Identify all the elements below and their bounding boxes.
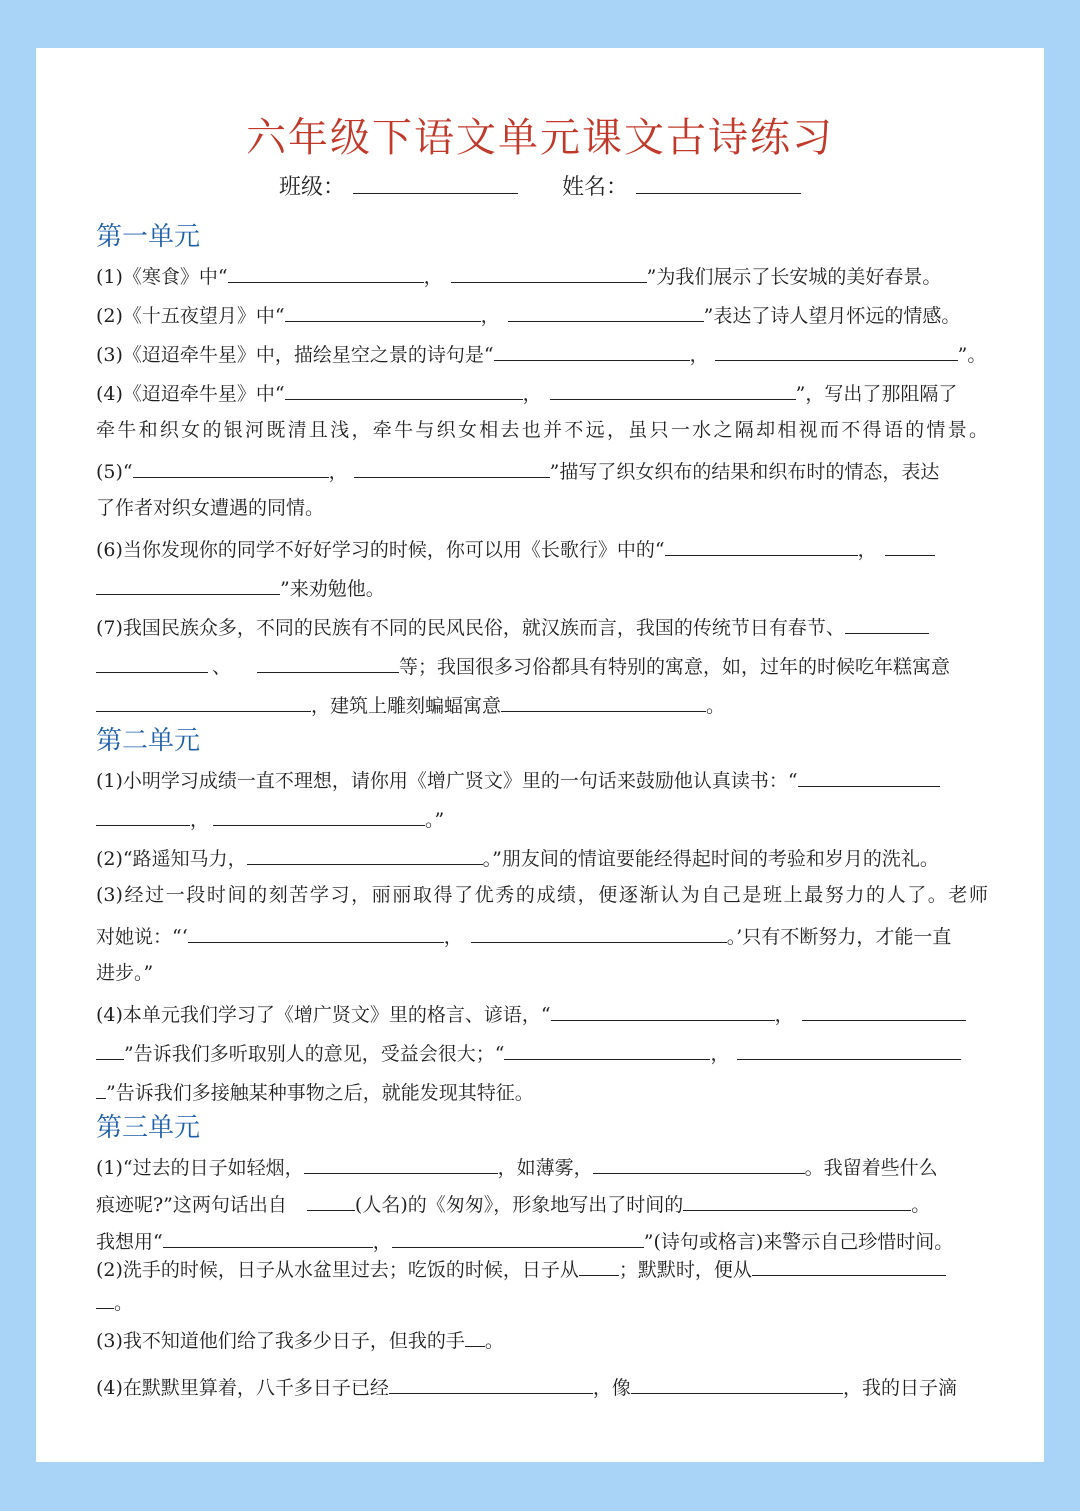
answer-blank[interactable] <box>133 457 329 478</box>
answer-blank[interactable] <box>285 301 481 322</box>
question-text: ， <box>480 305 500 327</box>
question-text: ”，写出了那阻隔了 <box>795 383 958 405</box>
question-text: ”为我们展示了长安城的美好春景。 <box>646 266 942 288</box>
question-text: ；默默时，便从 <box>618 1259 752 1281</box>
answer-blank[interactable] <box>188 922 444 943</box>
question-line <box>96 340 988 367</box>
answer-blank[interactable] <box>665 535 858 556</box>
answer-blank[interactable] <box>494 340 690 361</box>
worksheet-page <box>36 48 1044 1462</box>
question-line <box>96 1153 988 1180</box>
question-text: (2)《十五夜望月》中“ <box>96 305 285 327</box>
question-line: 牵牛和织女的银河既清且浅，牵牛与织女相去也并不远，虽只一水之隔却相视而不得语的情景。 <box>96 419 988 441</box>
question-line <box>96 1227 988 1254</box>
question-text: ， <box>423 266 443 288</box>
answer-blank[interactable] <box>392 1227 644 1248</box>
answer-blank[interactable] <box>465 1326 485 1347</box>
question-text: ， <box>710 1043 730 1065</box>
question-text: 。 <box>706 695 726 717</box>
answer-blank[interactable] <box>228 262 424 283</box>
question-text: ，如薄雾， <box>497 1157 593 1179</box>
question-line <box>96 1190 988 1217</box>
question-line <box>96 262 988 289</box>
question-text: ， <box>522 383 542 405</box>
answer-blank[interactable] <box>501 691 706 712</box>
unit-1-heading: 第一单元 <box>96 222 201 252</box>
answer-blank[interactable] <box>798 766 940 787</box>
question-text: 痕迹呢?”这两句话出自 <box>96 1194 287 1216</box>
answer-blank[interactable] <box>471 922 727 943</box>
answer-blank[interactable] <box>96 1288 114 1309</box>
answer-blank[interactable] <box>96 805 190 826</box>
class-label: 班级： <box>278 175 345 200</box>
question-text: (人名)的《匆匆》，形象地写出了时间的 <box>354 1194 684 1216</box>
question-text: ”表达了诗人望月怀远的情感。 <box>703 305 961 327</box>
answer-blank[interactable] <box>737 1039 961 1060</box>
answer-blank[interactable] <box>802 1000 966 1021</box>
question-text: 。我留着些什么 <box>804 1157 938 1179</box>
answer-blank[interactable] <box>845 613 929 634</box>
question-line <box>96 535 988 562</box>
question-text: (1)《寒食》中“ <box>96 266 228 288</box>
question-line <box>96 379 988 406</box>
question-text: (2)洗手的时候，日子从水盆里过去；吃饭的时候，日子从 <box>96 1259 579 1281</box>
question-text: (1)小明学习成绩一直不理想，请你用《增广贤文》里的一句话来鼓励他认真读书：“ <box>96 770 798 792</box>
question-line <box>96 1373 988 1400</box>
name-blank[interactable] <box>636 171 801 194</box>
question-text: ，建筑上雕刻蝙蝠寓意 <box>311 695 502 717</box>
question-text: 。 <box>911 1194 931 1216</box>
question-text: ， <box>774 1004 794 1026</box>
answer-blank[interactable] <box>715 340 958 361</box>
question-text: ”。 <box>957 344 987 366</box>
question-line <box>96 301 988 328</box>
unit-3-heading: 第三单元 <box>96 1113 201 1143</box>
page-title: 六年级下语文单元课文古诗练习 <box>246 115 834 161</box>
question-text: 。 <box>114 1292 134 1314</box>
name-label: 姓名： <box>562 175 629 200</box>
answer-blank[interactable] <box>683 1190 911 1211</box>
question-text: 对她说：“‘ <box>96 926 188 948</box>
question-text: ， <box>857 539 877 561</box>
question-text: (2)“路遥知马力， <box>96 848 247 870</box>
question-text: ， <box>443 926 463 948</box>
question-line <box>96 805 988 832</box>
student-info-line <box>36 170 1044 201</box>
question-text: ”告诉我们多听取别人的意见，受益会很大；“ <box>124 1043 505 1065</box>
question-text: ”告诉我们多接触某种事物之后，就能发现其特征。 <box>106 1082 534 1104</box>
question-line: 了作者对织女遭遇的同情。 <box>96 497 325 519</box>
question-line <box>96 1288 988 1315</box>
question-line <box>96 652 988 679</box>
answer-blank[interactable] <box>307 1190 355 1211</box>
question-text: (7)我国民族众多，不同的民族有不同的民风民俗，就汉族而言，我国的传统节日有春节、 <box>96 617 845 639</box>
answer-blank[interactable] <box>96 574 280 595</box>
question-line <box>96 574 988 601</box>
answer-blank[interactable] <box>163 1227 373 1248</box>
class-blank[interactable] <box>353 171 518 194</box>
question-text: ”来劝勉他。 <box>280 578 385 600</box>
question-line <box>96 613 988 640</box>
answer-blank[interactable] <box>285 379 523 400</box>
question-text: ， <box>190 809 210 831</box>
question-text: ， <box>372 1231 392 1253</box>
answer-blank[interactable] <box>451 262 647 283</box>
question-line <box>96 1326 988 1353</box>
answer-blank[interactable] <box>213 805 425 826</box>
question-text: (3)《迢迢牵牛星》中，描绘星空之景的诗句是“ <box>96 344 494 366</box>
question-text: (5)“ <box>96 461 133 483</box>
question-text: ”(诗句或格言)来警示自己珍惜时间。 <box>643 1231 954 1253</box>
question-line <box>96 1039 988 1066</box>
answer-blank[interactable] <box>96 691 311 712</box>
answer-blank[interactable] <box>304 1153 498 1174</box>
unit-2-heading: 第二单元 <box>96 726 201 756</box>
question-text: (4)本单元我们学习了《增广贤文》里的格言、谚语，“ <box>96 1004 551 1026</box>
question-text: ， <box>328 461 348 483</box>
answer-blank[interactable] <box>593 1153 805 1174</box>
question-line <box>96 1000 988 1027</box>
question-text: (4)《迢迢牵牛星》中“ <box>96 383 285 405</box>
answer-blank[interactable] <box>96 1039 124 1060</box>
question-line <box>96 457 988 484</box>
question-text: 。” <box>425 809 445 831</box>
question-text: (4)在默默里算着，八千多日子已经 <box>96 1377 389 1399</box>
answer-blank[interactable] <box>550 379 796 400</box>
question-line <box>96 1078 988 1105</box>
answer-blank[interactable] <box>389 1373 593 1394</box>
question-text: (1)“过去的日子如轻烟， <box>96 1157 304 1179</box>
answer-blank[interactable] <box>579 1255 619 1276</box>
question-text: 。”朋友间的情谊要能经得起时间的考验和岁月的洗礼。 <box>482 848 939 870</box>
question-line <box>96 1255 988 1282</box>
question-line <box>96 691 988 718</box>
answer-blank[interactable] <box>96 1078 106 1099</box>
question-text: (3)我不知道他们给了我多少日子，但我的手 <box>96 1330 465 1352</box>
answer-blank[interactable] <box>752 1255 946 1276</box>
question-line <box>96 766 988 793</box>
question-text: 我想用“ <box>96 1231 163 1253</box>
question-text: ，像 <box>592 1377 631 1399</box>
answer-blank[interactable] <box>508 301 704 322</box>
question-text: (6)当你发现你的同学不好好学习的时候，你可以用《长歌行》中的“ <box>96 539 665 561</box>
answer-blank[interactable] <box>631 1373 843 1394</box>
question-text: ，我的日子滴 <box>842 1377 957 1399</box>
answer-blank[interactable] <box>257 652 399 673</box>
question-text: 、 <box>212 656 232 678</box>
question-line: (3)经过一段时间的刻苦学习，丽丽取得了优秀的成绩，便逐渐认为自己是班上最努力的人了。老师 <box>96 884 988 906</box>
question-line <box>96 844 988 871</box>
answer-blank[interactable] <box>354 457 550 478</box>
question-line: 进步。” <box>96 962 154 984</box>
question-text: 等；我国很多习俗都具有特别的寓意，如，过年的时候吃年糕寓意 <box>399 656 951 678</box>
question-line <box>96 922 988 949</box>
question-text: 。’只有不断努力，才能一直 <box>726 926 952 948</box>
question-text: ， <box>689 344 709 366</box>
question-text: 。 <box>484 1330 504 1352</box>
answer-blank[interactable] <box>96 652 208 673</box>
answer-blank[interactable] <box>885 535 935 556</box>
answer-blank[interactable] <box>504 1039 710 1060</box>
question-text: ”描写了织女织布的结果和织布时的情态，表达 <box>549 461 940 483</box>
answer-blank[interactable] <box>551 1000 775 1021</box>
answer-blank[interactable] <box>247 844 483 865</box>
